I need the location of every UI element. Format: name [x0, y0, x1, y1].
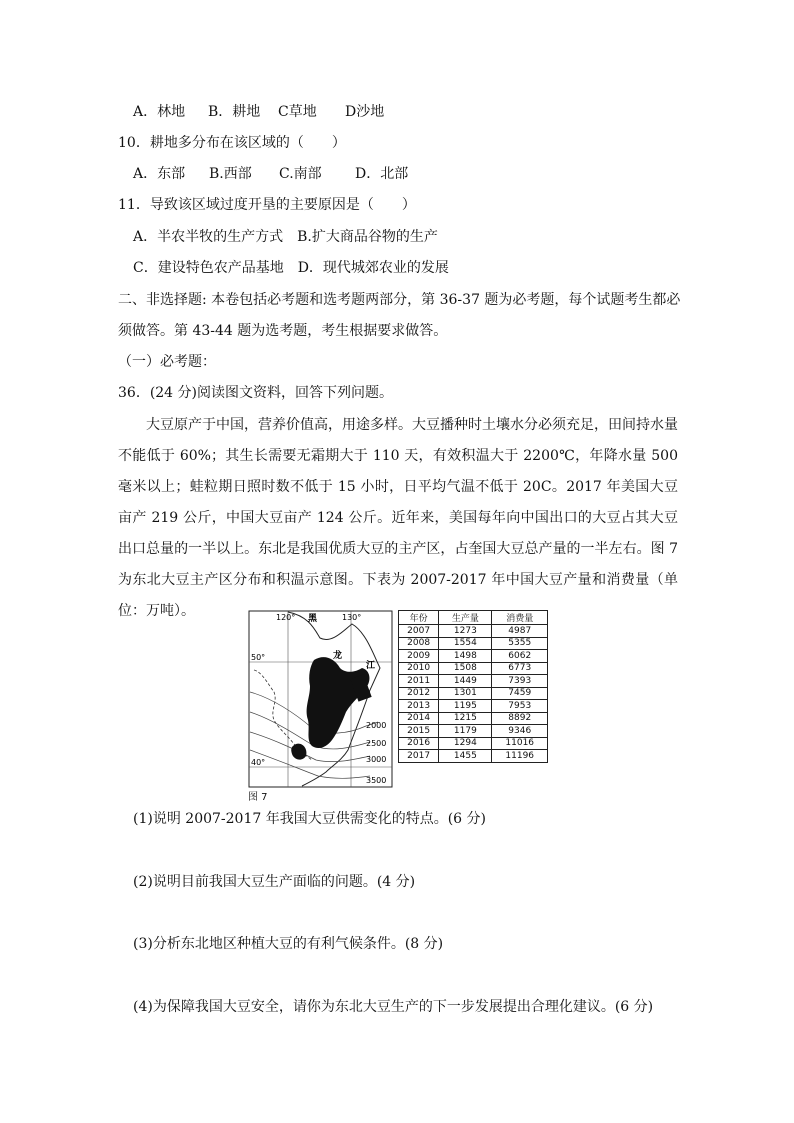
cell-production: 1273	[439, 625, 492, 638]
q36-sub1: (1)说明 2007-2017 年我国大豆供需变化的特点。(6 分)	[133, 811, 486, 827]
section2-intro-line2: 须做答。第 43-44 题为选考题，考生根据要求做答。	[118, 323, 448, 339]
q36-stem: 36．(24 分)阅读图文资料，回答下列问题。	[118, 385, 394, 401]
cell-consumption: 11196	[492, 750, 548, 763]
cell-year: 2009	[399, 650, 439, 663]
table-row	[399, 725, 548, 738]
q10-option-d: D．北部	[355, 166, 409, 182]
cell-production: 1449	[439, 675, 492, 688]
cell-production: 1455	[439, 750, 492, 763]
isotherm-label-2000: 2000	[366, 721, 387, 730]
lat-label-40: 40°	[251, 758, 266, 767]
table-header-row	[399, 611, 548, 625]
isotherm-label-3500: 3500	[366, 776, 387, 785]
lon-label-130: 130°	[342, 613, 362, 622]
q36-sub4: (4)为保障我国大豆安全，请你为东北大豆生产的下一步发展提出合理化建议。(6 分)	[133, 999, 654, 1015]
col-header-consumption: 消费量	[492, 611, 548, 625]
q10-stem: 10．耕地多分布在该区域的（ ）	[118, 135, 346, 151]
q9-option-a: A．林地	[133, 104, 186, 120]
q36-sub3: (3)分析东北地区种植大豆的有利气候条件。(8 分)	[133, 936, 444, 952]
cell-production: 1215	[439, 712, 492, 725]
cell-consumption: 6773	[492, 662, 548, 675]
q9-option-d: D沙地	[345, 104, 385, 120]
cell-year: 2015	[399, 725, 439, 738]
cell-year: 2011	[399, 675, 439, 688]
table-row	[399, 675, 548, 688]
table-row	[399, 662, 548, 675]
cell-production: 1179	[439, 725, 492, 738]
table-row	[399, 637, 548, 650]
q11-options-row1: A．半农半牧的生产方式 B.扩大商品谷物的生产	[133, 229, 438, 245]
table-row	[399, 737, 548, 750]
col-header-year: 年份	[399, 611, 439, 625]
q9-option-c: C草地	[278, 104, 317, 120]
isotherm-label-3000: 3000	[366, 755, 387, 764]
required-heading: （一）必考题：	[118, 354, 216, 370]
cell-consumption: 5355	[492, 637, 548, 650]
place-label-jiang: 江	[366, 661, 376, 671]
q9-options	[133, 103, 384, 121]
cell-consumption: 4987	[492, 625, 548, 638]
cell-consumption: 7459	[492, 687, 548, 700]
cell-year: 2007	[399, 625, 439, 638]
section2-intro-line1: 二、非选择题: 本卷包括必考题和选考题两部分，第 36-37 题为必考题，每个试题考生都必	[118, 292, 681, 308]
q10-options	[133, 165, 408, 183]
q10-option-b: B.西部	[209, 166, 252, 182]
cell-consumption: 8892	[492, 712, 548, 725]
table-row	[399, 625, 548, 638]
cell-year: 2016	[399, 737, 439, 750]
cell-production: 1301	[439, 687, 492, 700]
q10-option-a: A．东部	[133, 166, 186, 182]
q10-option-c: C.南部	[279, 166, 322, 182]
place-label-long: 龙	[333, 651, 343, 661]
soybean-region-map	[248, 610, 393, 800]
isotherm-label-2500: 2500	[366, 739, 387, 748]
q11-stem: 11．导致该区域过度开垦的主要原因是（ ）	[118, 197, 416, 213]
cell-consumption: 11016	[492, 737, 548, 750]
cell-production: 1508	[439, 662, 492, 675]
table-row	[399, 712, 548, 725]
q36-material-text: 大豆原产于中国，营养价值高，用途多样。大豆播种时土壤水分必须充足，田间持水量不能低于 60%；其生长需要无霜期大于 110 天，有效积温大于 2200℃，年降水量 500 毫米以上；蛙粒期日照时数不低于 15 小时，日平均气温不低于 20C。2017 年美国大豆亩产 219 公斤，中国大豆亩产 124 公斤。近年来，美国每年向中国出口的大豆占其大豆出口总量的一半以上。东北是我国优质大豆的主产区，占奎国大豆总产量的一半左右。图 7 为东北大豆主产区分布和积温示意图。下表为 2007-2017 年中国大豆产量和消费量（单位：万吨）。	[118, 417, 678, 619]
q11-options-row2: C．建设特色农产品基地 D．现代城郊农业的发展	[133, 260, 449, 276]
q9-option-b: B．耕地	[208, 104, 261, 120]
cell-year: 2017	[399, 750, 439, 763]
table-row	[399, 687, 548, 700]
cell-year: 2014	[399, 712, 439, 725]
cell-production: 1554	[439, 637, 492, 650]
col-header-production: 生产量	[439, 611, 492, 625]
cell-year: 2008	[399, 637, 439, 650]
cell-consumption: 7953	[492, 700, 548, 713]
cell-production: 1498	[439, 650, 492, 663]
table-row	[399, 700, 548, 713]
table-row	[399, 750, 548, 763]
lat-label-50: 50°	[251, 653, 266, 662]
figure-caption: 图 7	[248, 792, 268, 803]
cell-year: 2012	[399, 687, 439, 700]
soybean-table	[398, 610, 548, 763]
lon-label-120: 120°	[276, 613, 296, 622]
q36-material	[118, 410, 678, 627]
table-row	[399, 650, 548, 663]
cell-production: 1195	[439, 700, 492, 713]
cell-consumption: 6062	[492, 650, 548, 663]
place-label-hei: 黑	[308, 614, 318, 624]
figure-7	[248, 610, 548, 803]
cell-year: 2013	[399, 700, 439, 713]
cell-consumption: 7393	[492, 675, 548, 688]
cell-year: 2010	[399, 662, 439, 675]
q36-sub2: (2)说明目前我国大豆生产面临的问题。(4 分)	[133, 874, 416, 890]
cell-production: 1294	[439, 737, 492, 750]
cell-consumption: 9346	[492, 725, 548, 738]
